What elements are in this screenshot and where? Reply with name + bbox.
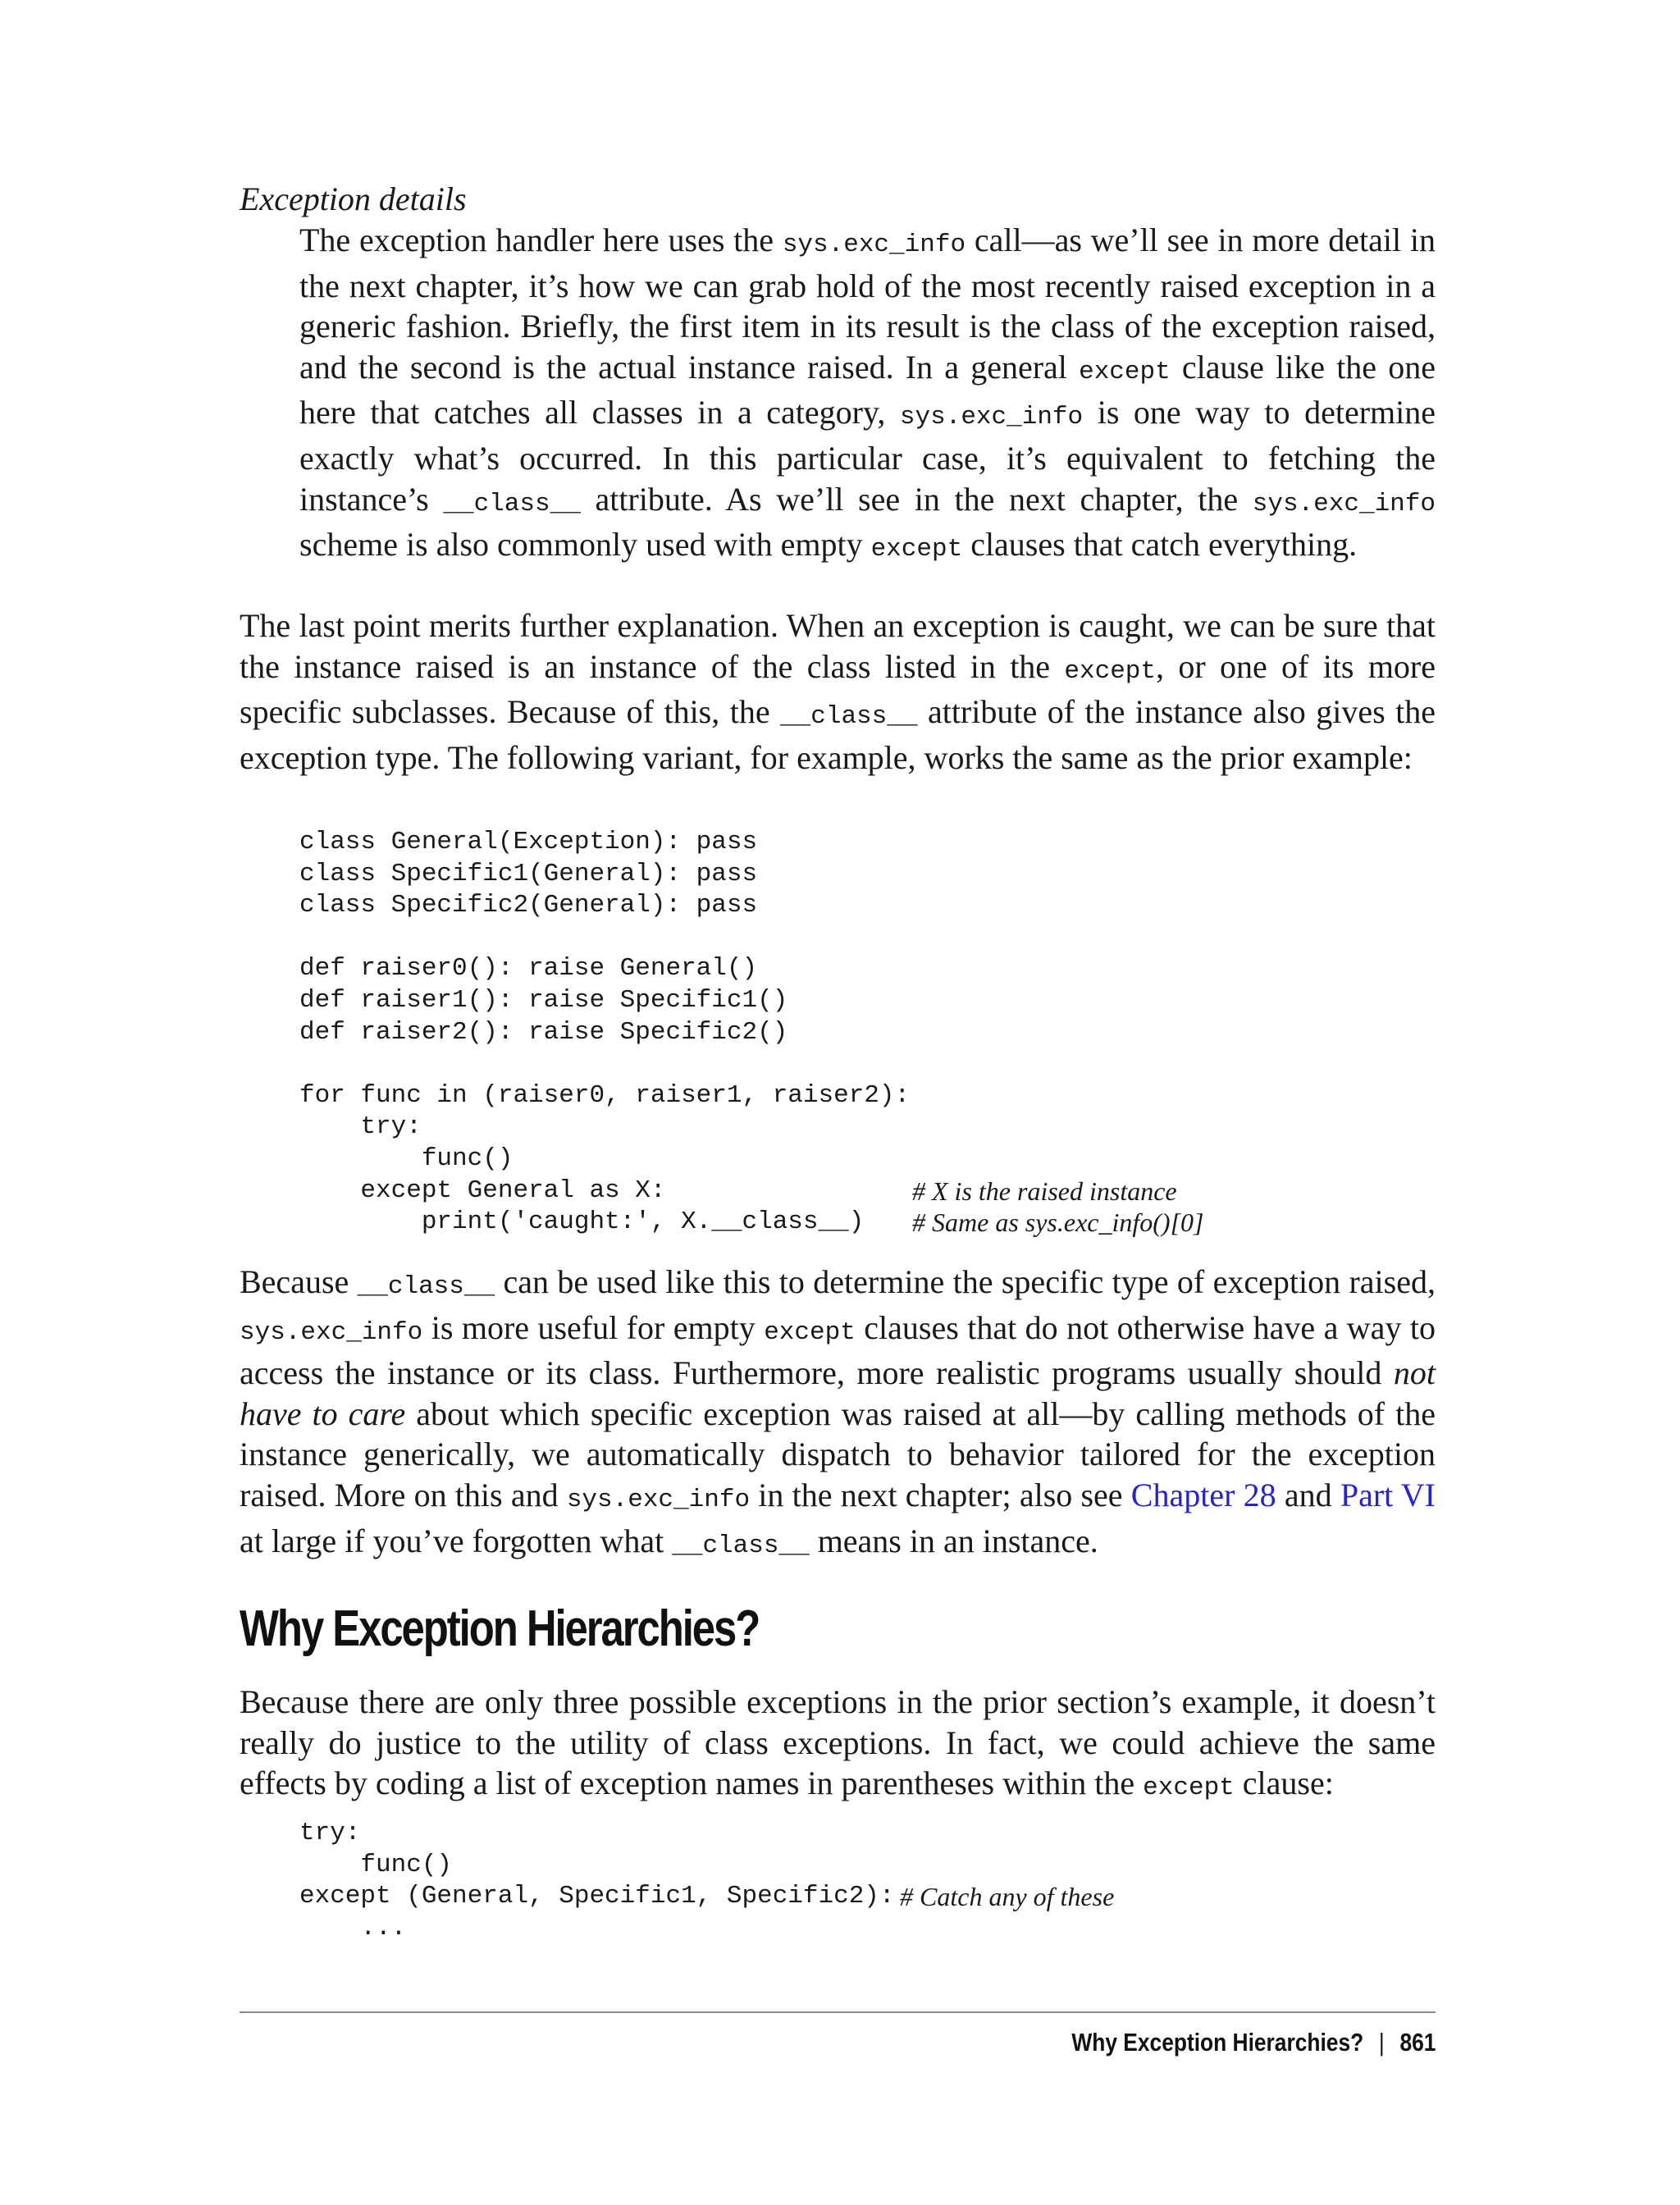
- paragraph-hierarchies: [240, 1682, 1436, 1809]
- inline-code: __class__: [780, 702, 918, 732]
- section-heading: Why Exception Hierarchies?: [240, 1600, 760, 1657]
- text-run: in the next chapter; also see: [750, 1476, 1131, 1513]
- text-run: , or one of its more specific subclasses. Because of this, the: [240, 647, 1436, 731]
- footer-rule: [240, 2011, 1436, 2013]
- code-line: [299, 1176, 1177, 1208]
- code-block-hierarchy: [299, 827, 1204, 1239]
- code-text: func(): [299, 1144, 514, 1173]
- text-run: is more useful for empty: [422, 1308, 765, 1346]
- code-text: class Specific1(General): pass: [299, 859, 758, 888]
- text-run: Because: [240, 1263, 358, 1300]
- inline-code: sys.exc_info: [899, 403, 1084, 432]
- text-run: scheme is also commonly used with empty: [299, 526, 871, 564]
- inline-code: sys.exc_info: [782, 231, 966, 259]
- text-run: clause:: [1234, 1764, 1334, 1802]
- code-line: [299, 859, 910, 891]
- text-run: at large if you’ve forgotten what: [240, 1522, 673, 1559]
- code-comment: # Same as sys.exc_info()[0]: [912, 1208, 1204, 1238]
- inline-code: __class__: [443, 489, 581, 518]
- text-run: is one way to determine exactly what’s occurred. In this particular case, it’s equivalent to fetching the instance’s: [299, 394, 1436, 518]
- code-line: [299, 922, 910, 954]
- definition-body: [299, 220, 1436, 570]
- definition-term: Exception details: [240, 180, 467, 217]
- inline-code: except: [1079, 357, 1171, 386]
- code-line: [299, 985, 910, 1017]
- text-run: about which specific exception was raised at all—by calling methods of the instance generically, we automatically dispatch to behavior tailored for the exception raised. More on this and: [240, 1395, 1436, 1513]
- text-run: clauses that catch everything.: [962, 526, 1358, 564]
- code-text: try:: [299, 1112, 422, 1142]
- inline-code: __class__: [357, 1272, 495, 1301]
- text-run: The last point merits further explanation. When an exception is caught, we can be sure that the instance raised is an instance of the class listed in the: [240, 607, 1436, 685]
- text-run: call—as we’ll see in more detail in the next chapter, it’s how we can grab hold of the most recently raised exception in a generic fashion. Briefly, the first item in its result is the class of the exception raised, and the second is the actual instance raised. In a general: [299, 221, 1436, 386]
- code-line: [299, 1818, 895, 1850]
- inline-code: except: [764, 1317, 856, 1347]
- inline-code: except: [1143, 1774, 1235, 1803]
- text-run: Because there are only three possible exceptions in the prior section’s example, it doesn’t really do justice to the utility of class exceptions. In fact, we could achieve the same effects by coding a list of exception names in parentheses within the: [240, 1683, 1436, 1802]
- code-text: except (General, Specific1, Specific2):: [299, 1882, 895, 1911]
- code-line: [299, 827, 910, 859]
- page-number: 861: [1399, 2028, 1436, 2057]
- code-line: [299, 1207, 1204, 1239]
- inline-code: sys.exc_info: [240, 1317, 423, 1347]
- code-text: def raiser2(): raise Specific2(): [299, 1017, 788, 1047]
- code-line: [299, 953, 910, 985]
- text-run: clauses that do not otherwise have a way to access the instance or its class. Furthermore, more realistic programs usually should: [240, 1308, 1436, 1392]
- code-line: [299, 890, 910, 922]
- code-line: [299, 1017, 910, 1049]
- text-run: can be used like this to determine the specific type of exception raised,: [495, 1263, 1436, 1300]
- code-text: class Specific2(General): pass: [299, 891, 758, 920]
- cross-reference-link[interactable]: Chapter 28: [1130, 1476, 1276, 1513]
- code-text: func(): [299, 1850, 453, 1879]
- inline-code: except: [1064, 656, 1157, 686]
- code-text: for func in (raiser0, raiser1, raiser2):: [299, 1080, 911, 1110]
- code-text: ...: [299, 1913, 407, 1942]
- text-run: attribute of the instance also gives the exception type. The following variant, for example, works the same as the prior example:: [240, 693, 1436, 776]
- code-line: [299, 1144, 910, 1176]
- page-footer: [1071, 2028, 1436, 2057]
- running-title: Why Exception Hierarchies?: [1071, 2028, 1363, 2057]
- footer-separator: |: [1378, 2028, 1385, 2057]
- text-run: The exception handler here uses the: [299, 221, 783, 258]
- cross-reference-link[interactable]: Part VI: [1340, 1476, 1436, 1513]
- code-line: [299, 1048, 910, 1080]
- code-line: [299, 1881, 1115, 1913]
- code-text: try:: [299, 1819, 361, 1847]
- code-text: print('caught:', X.__class__): [299, 1208, 865, 1237]
- code-text: def raiser1(): raise Specific1(): [299, 985, 788, 1015]
- inline-code: __class__: [672, 1531, 810, 1560]
- paragraph-exc-info: [240, 1262, 1436, 1566]
- text-run: means in an instance.: [809, 1522, 1098, 1559]
- code-block-tuple: [299, 1818, 1115, 1944]
- text-run: and: [1276, 1476, 1340, 1513]
- paragraph-class-attribute: [240, 605, 1436, 778]
- text-run: clause like the one here that catches all classes in a category,: [299, 348, 1436, 431]
- code-text: except General as X:: [299, 1176, 666, 1205]
- inline-code: except: [870, 535, 963, 564]
- code-text: class General(Exception): pass: [299, 828, 758, 856]
- inline-code: sys.exc_info: [1252, 489, 1436, 518]
- code-line: [299, 1080, 910, 1112]
- code-line: [299, 1112, 910, 1144]
- code-line: [299, 1850, 895, 1882]
- code-comment: # X is the raised instance: [912, 1176, 1177, 1206]
- inline-code: sys.exc_info: [566, 1485, 751, 1514]
- code-comment: # Catch any of these: [900, 1882, 1115, 1912]
- code-text: def raiser0(): raise General(): [299, 954, 758, 984]
- code-line: [299, 1913, 895, 1945]
- text-run: attribute. As we’ll see in the next chapter, the: [580, 480, 1253, 518]
- emphasis-text: not have to care: [240, 1354, 1436, 1432]
